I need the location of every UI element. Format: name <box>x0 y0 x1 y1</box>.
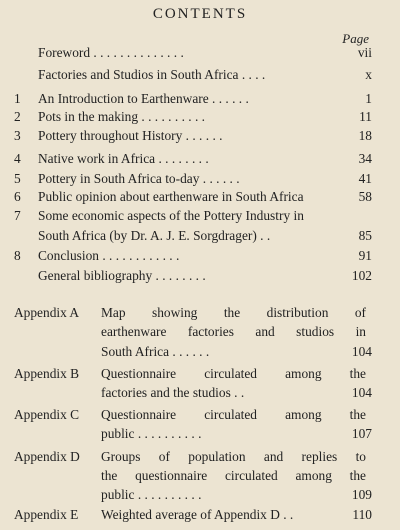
entry-page: 18 <box>358 128 372 143</box>
appendix-continuation <box>0 383 400 403</box>
appendix-label: Appendix D <box>14 449 80 464</box>
appendix-entry <box>0 364 400 384</box>
entry-page: x <box>365 67 372 82</box>
entry-title: Pots in the making . . . . . . . . . . <box>38 109 206 124</box>
entry-page: 34 <box>358 151 372 166</box>
appendix-page: 109 <box>351 487 372 502</box>
entry-number: 5 <box>14 171 21 186</box>
appendix-page: 104 <box>351 385 372 400</box>
appendix-continuation <box>0 424 400 444</box>
appendix-title-line: Groups of population and replies to <box>101 449 366 464</box>
toc-entry <box>0 43 400 63</box>
appendix-title-line: South Africa . . . . . . <box>101 344 210 359</box>
appendix-entry <box>0 447 400 467</box>
entry-title: Pottery throughout History . . . . . . <box>38 128 223 143</box>
entry-title: South Africa (by Dr. A. J. E. Sorgdrager) . . <box>38 228 271 243</box>
entry-number: 3 <box>14 128 21 143</box>
appendix-label: Appendix B <box>14 366 80 381</box>
toc-entry <box>0 246 400 266</box>
entry-page: 41 <box>358 171 372 186</box>
appendix-page: 110 <box>352 507 372 522</box>
entry-page: 58 <box>358 189 372 204</box>
entry-title: Foreword . . . . . . . . . . . . . . <box>38 45 184 60</box>
appendix-label: Appendix C <box>14 407 80 422</box>
appendix-title-line: earthenware factories and studios in <box>101 324 366 339</box>
toc-entry <box>0 126 400 146</box>
appendix-entry <box>0 303 400 323</box>
entry-number: 6 <box>14 189 21 204</box>
appendix-entry <box>0 405 400 425</box>
entry-page: 91 <box>358 248 372 263</box>
entry-title: Pottery in South Africa to-day . . . . . . <box>38 171 240 186</box>
toc-entry <box>0 149 400 169</box>
entry-title: Conclusion . . . . . . . . . . . . <box>38 248 180 263</box>
appendix-label: Appendix E <box>14 507 79 522</box>
toc-entry <box>0 187 400 207</box>
entry-page: 85 <box>358 228 372 243</box>
appendix-title-line: Weighted average of Appendix D . . <box>101 507 294 522</box>
entry-title: Some economic aspects of the Pottery Industry in <box>38 208 304 223</box>
toc-entry <box>0 65 400 85</box>
entry-page: vii <box>357 45 372 60</box>
appendix-title-line: factories and the studios . . <box>101 385 245 400</box>
appendix-continuation <box>0 485 400 505</box>
appendix-title-line: Questionnaire circulated among the <box>101 366 366 381</box>
entry-page: 102 <box>351 268 372 283</box>
page-column-header: Page <box>342 31 369 46</box>
appendix-page: 107 <box>351 426 372 441</box>
appendix-title-line: Map showing the distribution of <box>101 305 366 320</box>
entry-number: 7 <box>14 208 21 223</box>
entry-title: Public opinion about earthenware in South Africa <box>38 189 304 204</box>
entry-number: 8 <box>14 248 21 263</box>
appendix-continuation <box>0 466 400 486</box>
entry-page: 11 <box>359 109 372 124</box>
appendix-continuation <box>0 322 400 342</box>
toc-entry <box>0 169 400 189</box>
toc-entry <box>0 226 400 246</box>
appendix-title-line: public . . . . . . . . . . <box>101 426 202 441</box>
appendix-title-line: the questionnaire circulated among the <box>101 468 366 483</box>
appendix-page: 104 <box>351 344 372 359</box>
toc-entry <box>0 206 400 226</box>
appendix-title-line: Questionnaire circulated among the <box>101 407 366 422</box>
entry-number: 4 <box>14 151 21 166</box>
entry-number: 2 <box>14 109 21 124</box>
entry-title: General bibliography . . . . . . . . <box>38 268 206 283</box>
entry-title: Native work in Africa . . . . . . . . <box>38 151 209 166</box>
toc-entry <box>0 89 400 109</box>
entry-number: 1 <box>14 91 21 106</box>
appendix-entry <box>0 505 400 525</box>
appendix-continuation <box>0 342 400 362</box>
appendix-label: Appendix A <box>14 305 80 320</box>
entry-page: 1 <box>365 91 372 106</box>
appendix-title-line: public . . . . . . . . . . <box>101 487 202 502</box>
page-title: CONTENTS <box>152 6 248 22</box>
toc-entry <box>0 266 400 286</box>
entry-title: An Introduction to Earthenware . . . . . . <box>38 91 249 106</box>
entry-title: Factories and Studios in South Africa . . . . <box>38 67 266 82</box>
toc-entry <box>0 107 400 127</box>
